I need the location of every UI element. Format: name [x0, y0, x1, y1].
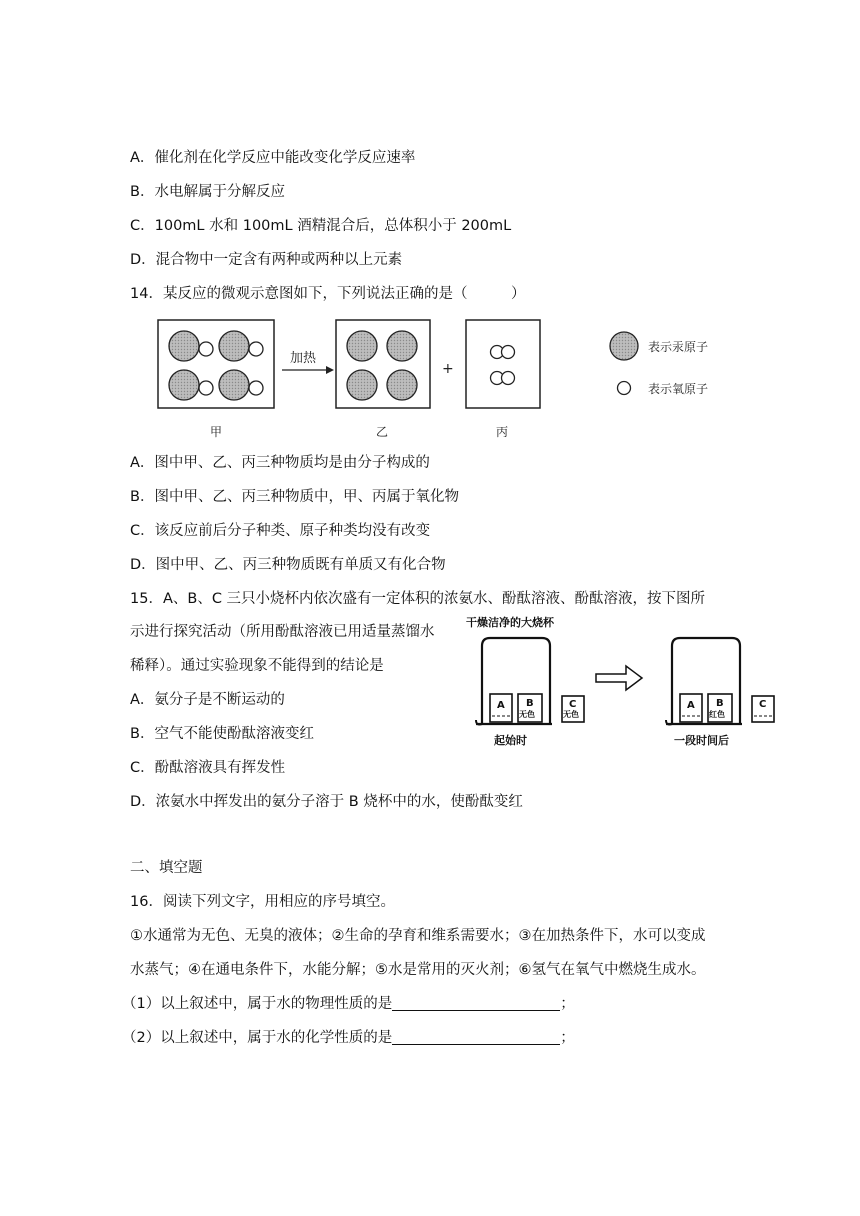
- q14-reaction-diagram: [150, 312, 730, 442]
- q14-option-b: B．图中甲、乙、丙三种物质中，甲、丙属于氧化物: [130, 489, 459, 505]
- q15-beaker-diagram: [462, 612, 790, 750]
- q15-option-c: C．酚酞溶液具有挥发性: [130, 760, 286, 776]
- plus-sign: +: [442, 361, 454, 377]
- q15-option-b: B．空气不能使酚酞溶液变红: [130, 726, 314, 742]
- q16-sub1-answer-blank[interactable]: [392, 994, 560, 1011]
- box-bing: [466, 320, 540, 408]
- q16-sub1-prefix: （1）以上叙述中，属于水的物理性质的是: [122, 996, 393, 1012]
- q13-option-c: C．100mL 水和 100mL 酒精混合后，总体积小于 200mL: [130, 218, 512, 234]
- q16-sub1: [122, 994, 575, 1014]
- box-jia: [158, 320, 274, 408]
- beaker-c-after: [752, 696, 774, 722]
- caption-start: 起始时: [494, 734, 527, 747]
- q14-option-a: A．图中甲、乙、丙三种物质均是由分子构成的: [130, 455, 430, 471]
- q15-stem-line3: 稀释）。通过实验现象不能得到的结论是: [130, 658, 384, 674]
- q13-option-d: D．混合物中一定含有两种或两种以上元素: [130, 252, 403, 268]
- beaker-b-label: B: [526, 698, 534, 709]
- big-beaker-after: [666, 638, 742, 725]
- beaker-b-red: 红色: [709, 710, 725, 719]
- box-yi: [336, 320, 430, 408]
- label-jia: 甲: [210, 425, 223, 439]
- q16-sub2: [122, 1028, 575, 1048]
- q16-sub2-suffix: ；: [560, 1030, 575, 1046]
- big-beaker-start: [476, 638, 552, 725]
- q16-sub1-suffix: ；: [560, 996, 575, 1012]
- q13-option-a: A．催化剂在化学反应中能改变化学反应速率: [130, 150, 416, 166]
- label-bing: 丙: [496, 425, 509, 439]
- beaker-c-label-after: C: [759, 699, 767, 710]
- legend: [610, 332, 708, 396]
- figure-title: 干燥洁净的大烧杯: [466, 616, 554, 629]
- beaker-a-label-after: A: [687, 700, 695, 711]
- q15-option-d: D．浓氨水中挥发出的氨分子溶于 B 烧杯中的水，使酚酞变红: [130, 794, 523, 810]
- label-yi: 乙: [376, 425, 389, 439]
- transition-arrow-icon: [596, 666, 642, 690]
- beaker-b-label-after: B: [716, 698, 724, 709]
- beaker-c-label: C: [569, 699, 577, 710]
- q16-text-line2: 水蒸气；④在通电条件下，水能分解；⑤水是常用的灭火剂；⑥氢气在氧气中燃烧生成水。: [130, 962, 706, 978]
- section-heading: 二、填空题: [130, 860, 203, 876]
- caption-after: 一段时间后: [674, 734, 729, 747]
- q15-stem-line1: 15．A、B、C 三只小烧杯内依次盛有一定体积的浓氨水、酚酞溶液、酚酞溶液，按下图所: [130, 591, 706, 607]
- beaker-c-start: [562, 696, 584, 722]
- oxygen-atom-icon: [618, 382, 631, 395]
- q16-sub2-answer-blank[interactable]: [392, 1028, 560, 1045]
- q13-option-b: B．水电解属于分解反应: [130, 184, 285, 200]
- legend-mercury: 表示汞原子: [648, 340, 709, 354]
- beaker-b-colorless: 无色: [519, 710, 535, 719]
- beaker-c-colorless: 无色: [563, 710, 579, 719]
- beaker-a-label: A: [497, 700, 505, 711]
- q15-stem-line2: 示进行探究活动（所用酚酞溶液已用适量蒸馏水: [130, 624, 435, 640]
- legend-oxygen: 表示氧原子: [648, 382, 709, 396]
- heating-arrow: [282, 350, 334, 374]
- q15-option-a: A．氨分子是不断运动的: [130, 692, 285, 708]
- arrow-label: 加热: [290, 351, 317, 366]
- q16-sub2-prefix: （2）以上叙述中，属于水的化学性质的是: [122, 1030, 393, 1046]
- q14-stem: 14．某反应的微观示意图如下，下列说法正确的是（ ）: [130, 286, 526, 302]
- q14-option-c: C．该反应前后分子种类、原子种类均没有改变: [130, 523, 431, 539]
- q16-stem: 16．阅读下列文字，用相应的序号填空。: [130, 894, 395, 910]
- q14-option-d: D．图中甲、乙、丙三种物质既有单质又有化合物: [130, 557, 446, 573]
- q16-text-line1: ①水通常为无色、无臭的液体；②生命的孕育和维系需要水；③在加热条件下，水可以变成: [130, 928, 706, 944]
- mercury-atom-icon: [610, 332, 638, 360]
